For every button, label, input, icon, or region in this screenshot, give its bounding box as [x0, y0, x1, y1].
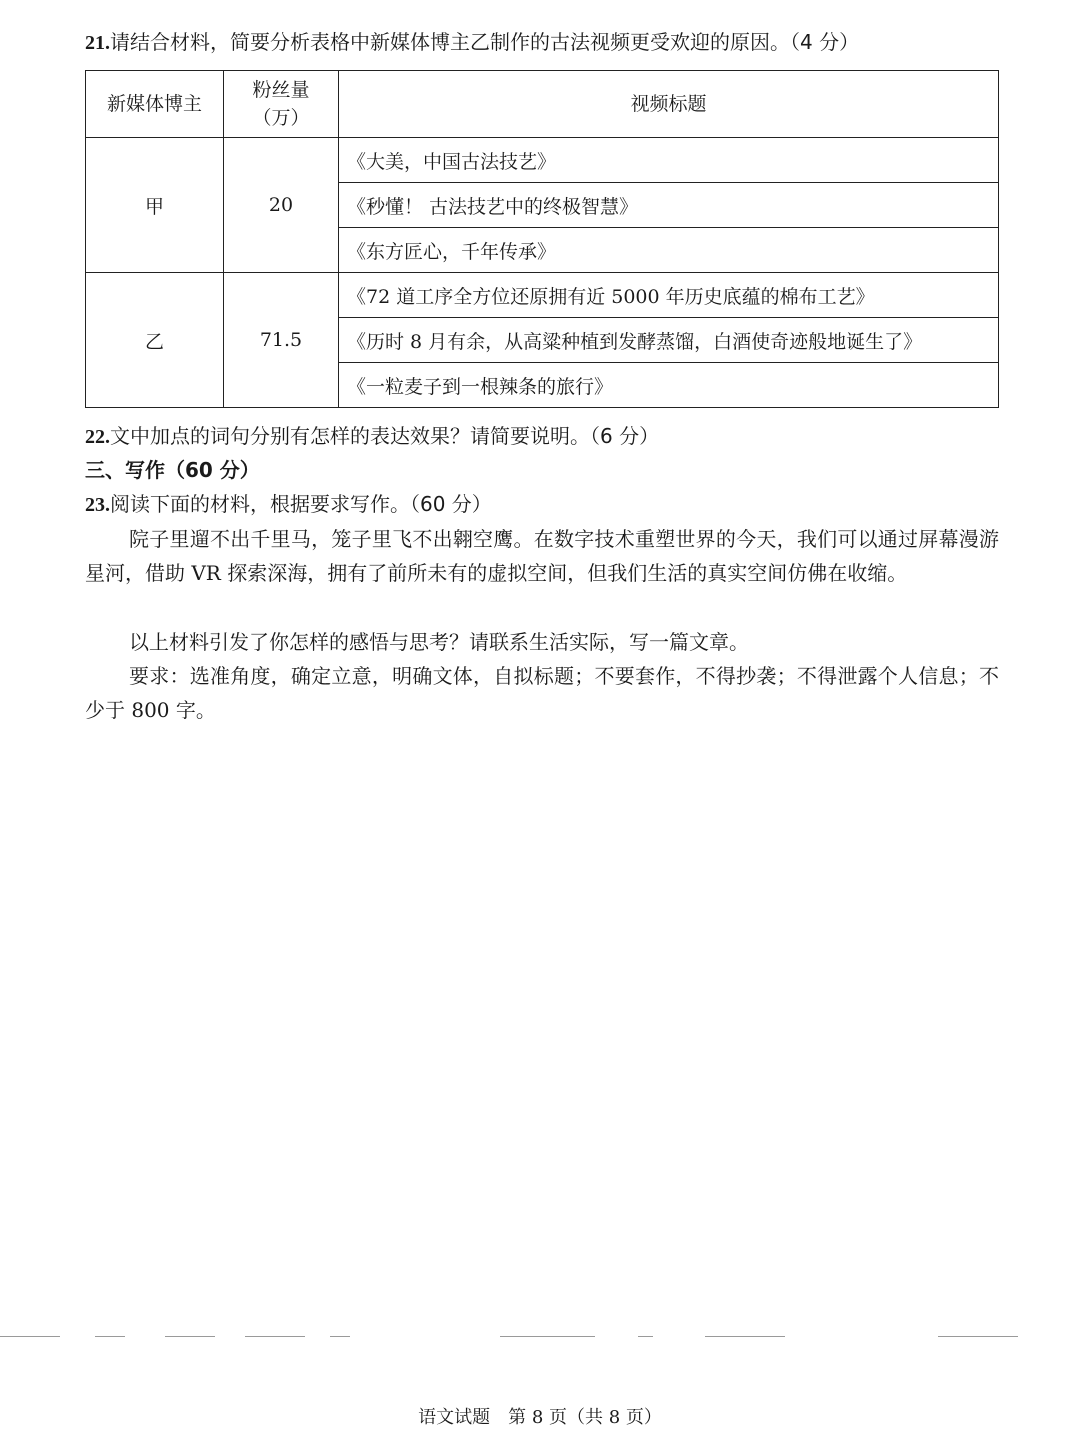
- scan-line: [165, 1336, 215, 1337]
- scan-line: [638, 1336, 653, 1337]
- scan-line: [705, 1336, 785, 1337]
- fans-cell: 71.5: [224, 273, 339, 408]
- scan-line: [500, 1336, 595, 1337]
- table-header-row: [86, 71, 999, 138]
- question-number: 23.: [85, 494, 110, 516]
- header-fans-line1: 粉丝量: [252, 79, 310, 101]
- table-row: [86, 273, 999, 318]
- question-21: [85, 28, 859, 57]
- header-video-titles: 视频标题: [339, 71, 999, 138]
- scan-line: [938, 1336, 1018, 1337]
- question-number: 21.: [85, 32, 110, 54]
- table-row: [86, 138, 999, 183]
- scan-line: [0, 1336, 60, 1337]
- header-fans-line2: （万）: [252, 107, 310, 129]
- video-title-cell: 《历时 8 月有余，从高粱种植到发酵蒸馏，白酒使奇迹般地诞生了》: [339, 318, 999, 363]
- question-23: [85, 490, 492, 519]
- question-text: 请结合材料，简要分析表格中新媒体博主乙制作的古法视频更受欢迎的原因。（4 分）: [110, 30, 860, 54]
- fans-cell: 20: [224, 138, 339, 273]
- page-footer: 语文试题 第 8 页（共 8 页）: [418, 1407, 662, 1428]
- section-heading-text: 三、写作（60 分）: [85, 458, 260, 482]
- header-blogger: 新媒体博主: [86, 71, 224, 138]
- writing-prompt: 以上材料引发了你怎样的感悟与思考？请联系生活实际，写一篇文章。: [129, 630, 749, 654]
- video-title-cell: 《秒懂！ 古法技艺中的终极智慧》: [339, 183, 999, 228]
- video-title-cell: 《一粒麦子到一根辣条的旅行》: [339, 363, 999, 408]
- section-heading: [85, 456, 260, 484]
- video-title-cell: 《大美，中国古法技艺》: [339, 138, 999, 183]
- blogger-cell: 乙: [86, 273, 224, 408]
- writing-requirement: 要求：选准角度，确定立意，明确文体，自拟标题；不要套作，不得抄袭；不得泄露个人信息；不少于 800 字。: [85, 664, 999, 722]
- scan-line: [95, 1336, 125, 1337]
- video-title-cell: 《72 道工序全方位还原拥有近 5000 年历史底蕴的棉布工艺》: [339, 273, 999, 318]
- video-title-cell: 《东方匠心，千年传承》: [339, 228, 999, 273]
- question-text: 阅读下面的材料，根据要求写作。（60 分）: [110, 492, 492, 516]
- question-number: 22.: [85, 426, 110, 448]
- question-text: 文中加点的词句分别有怎样的表达效果？请简要说明。（6 分）: [110, 424, 660, 448]
- scan-line: [245, 1336, 305, 1337]
- writing-material: 院子里遛不出千里马，笼子里飞不出翱空鹰。在数字技术重塑世界的今天，我们可以通过屏幕漫游星河，借助 VR 探索深海，拥有了前所未有的虚拟空间，但我们生活的真实空间仿佛在收缩。: [85, 527, 999, 585]
- blogger-cell: 甲: [86, 138, 224, 273]
- question-22: [85, 422, 659, 451]
- blogger-video-table: [85, 70, 999, 408]
- scan-line: [330, 1336, 350, 1337]
- header-fans: [224, 71, 339, 138]
